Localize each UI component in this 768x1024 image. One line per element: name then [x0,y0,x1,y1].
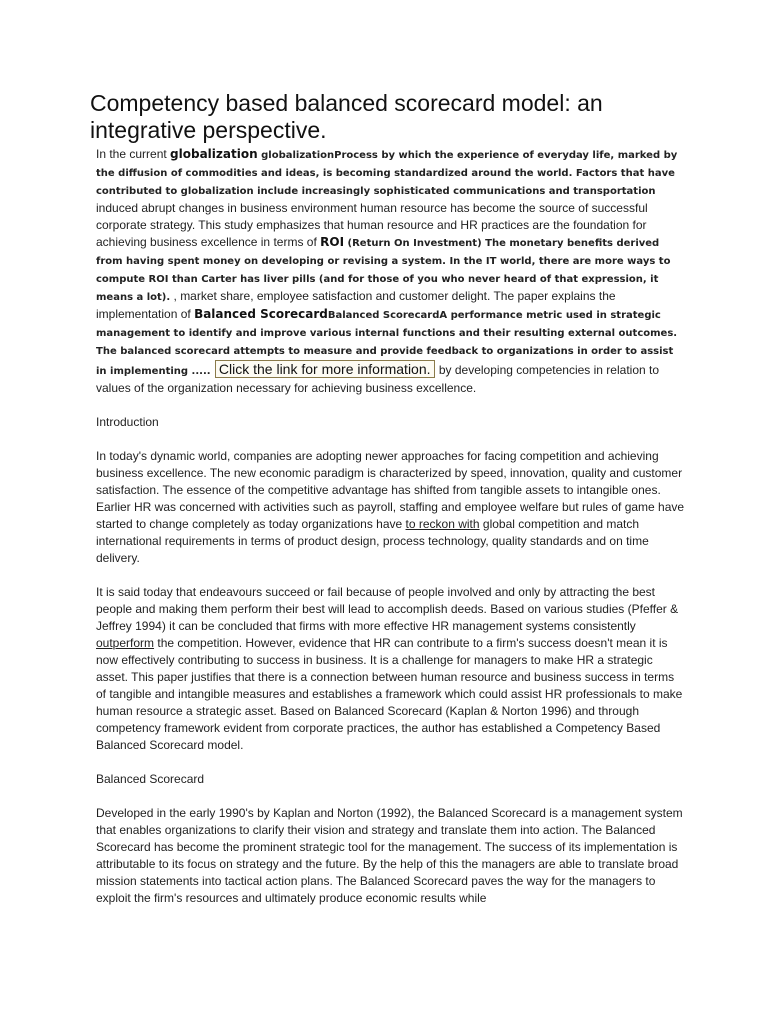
gloss-roi: (Return On Investment) The monetary benefits derived from having spent money on developing or revising a system. In the IT world, there are more ways to compute ROI than Carter has liver pills (and for those of you who never heard of that expression, it means a lot). [96,238,671,303]
paragraph-text: It is said today that endeavours succeed or fail because of people involved and only by attracting the best people and making them perform their best will lead to accomplish deeds. Based on various studies (Pfeffer & Jeffrey 1994) it can be concluded that firms with more effective HR management systems consistently [96,585,679,633]
paragraph-introduction-1 [96,448,686,567]
term-globalization[interactable]: globalization [170,147,258,161]
paragraph-text: the competition. However, evidence that HR can contribute to a firm's success doesn't mean it is now effectively contributing to success in business. It is a challenge for managers to make HR a strategic asset. This paper justifies that there is a connection between human resource and business success in terms of tangible and intangible measures and establishes a framework which could assist HR professionals to make human resource a strategic asset. Based on Balanced Scorecard (Kaplan & Norton 1996) and through competency framework evident from corporate practices, the author has established a Competency Based Balanced Scorecard model. [96,636,683,752]
ellipsis: ..... [191,366,211,377]
abstract-text-2: induced abrupt changes in business environment human resource has become the source of successful corporate strategy. This study emphasizes that human resource and HR practices are the foundation for achieving business excellence in terms of [96,201,648,249]
paragraph-introduction-2 [96,584,686,754]
section-heading-balanced-scorecard: Balanced Scorecard [96,772,205,786]
gloss-globalization-head: globalization [257,150,335,161]
gloss-balanced-scorecard: Balanced ScorecardA performance metric used in strategic management to identify and improve various internal functions and their resulting external outcomes. The balanced scorecard attempts to measure and provide feedback to organizations in order to assist in implementing [96,310,678,377]
gloss-globalization: Process by which the experience of everyday life, marked by the diffusion of commodities and ideas, is becoming standardized around the world. Factors that have contributed to globalization include increasingly sophisticated communications and transportation [96,150,678,197]
abstract-paragraph [96,146,686,397]
abstract-text-4: by developing competencies in relation to values of the organization necessary for achieving business excellence. [96,363,660,395]
outperform-link[interactable]: outperform [96,636,155,650]
paragraph-balanced-scorecard-1: Developed in the early 1990's by Kaplan and Norton (1992), the Balanced Scorecard is a management system that enables organizations to clarify their vision and strategy and translate them into action. The Balanced Scorecard has become the prominent strategic tool for the management. The success of its implementation is attributable to its focus on strategy and the future. By the help of this the managers are able to translate broad mission statements into tactical action plans. The Balanced Scorecard paves the way for the managers to exploit the firm's resources and ultimately produce economic results while [96,806,683,905]
reckon-with-link[interactable]: to reckon with [405,517,480,531]
document-page [90,90,686,907]
more-info-link[interactable]: Click the link for more information. [215,360,435,378]
abstract-text-1: In the current [96,147,171,161]
term-roi[interactable]: ROI [320,235,345,249]
abstract-text-3: , market share, employee satisfaction and customer delight. The paper explains the implementation of [96,289,616,321]
term-balanced-scorecard[interactable]: Balanced Scorecard [194,307,328,321]
page-title: Competency based balanced scorecard model: an integrative perspective. [90,90,603,143]
paragraph-text: global competition and match international requirements in terms of product design, process technology, quality standards and on time delivery. [96,517,649,565]
section-heading-introduction: Introduction [96,415,159,429]
paragraph-text: In today's dynamic world, companies are adopting newer approaches for facing competition and achieving business excellence. The new economic paradigm is characterized by speed, innovation, quality and customer satisfaction. The essence of the competitive advantage has shifted from tangible assets to intangible ones. Earlier HR was concerned with activities such as payroll, staffing and employee welfare but rules of game have started to change completely as today organizations have [96,449,685,531]
